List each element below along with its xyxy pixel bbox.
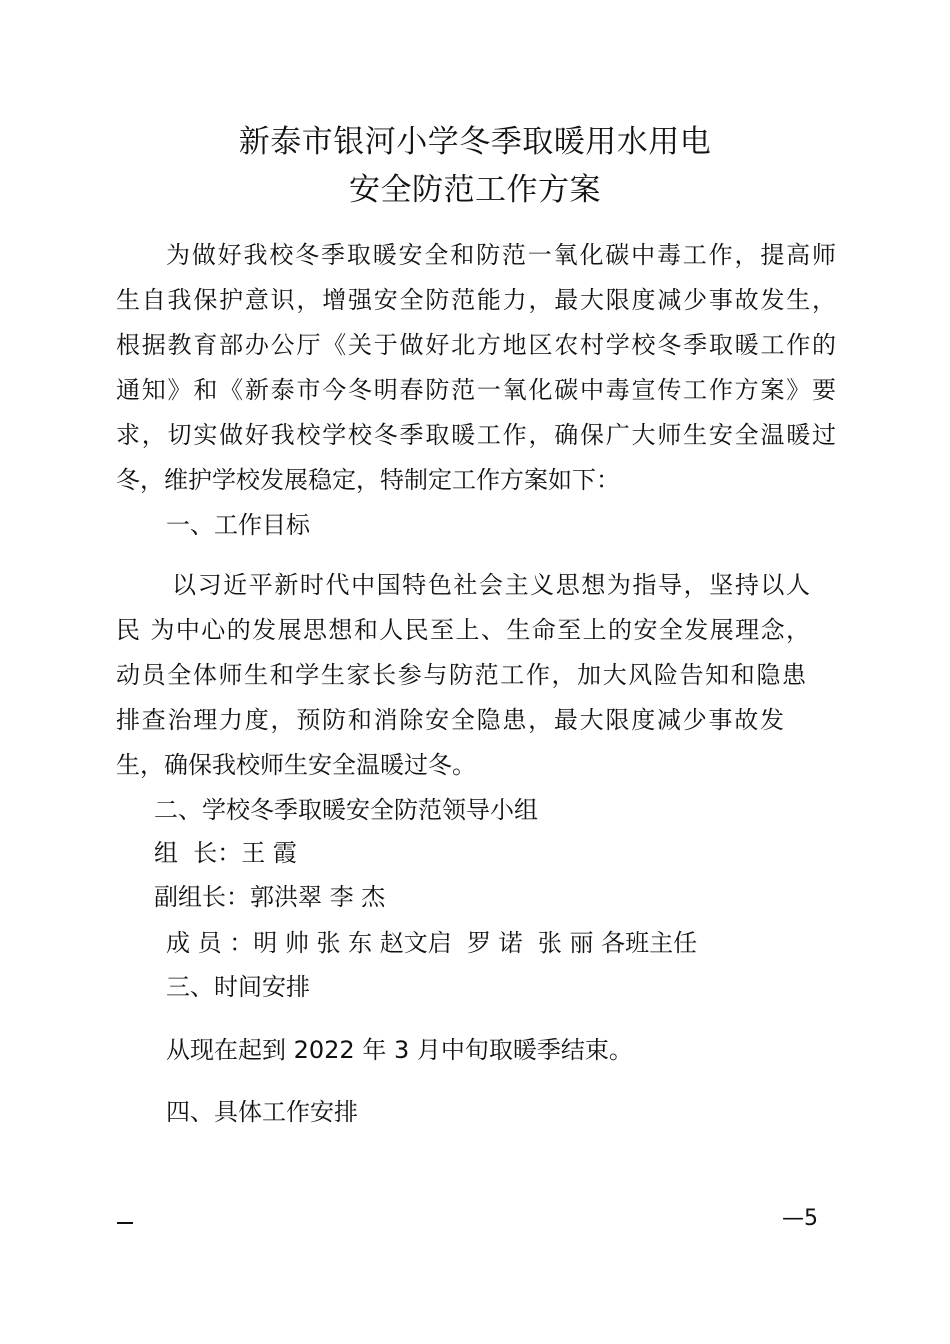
section4-heading: 四、具体工作安排 [166, 1098, 358, 1126]
section1-line: 动员全体师生和学生家长参与防范工作，加大风险告知和隐患 [116, 661, 806, 689]
document-title-line1: 新泰市银河小学冬季取暖用水用电 [238, 124, 712, 160]
section1-line: 生，确保我校师生安全温暖过冬。 [116, 751, 476, 779]
page-number: —5 [782, 1206, 818, 1231]
leader-line: 组 长：王 霞 [154, 839, 297, 867]
footer-dash [117, 1222, 133, 1224]
document-title-line2: 安全防范工作方案 [349, 172, 601, 208]
intro-line: 冬，维护学校发展稳定，特制定工作方案如下： [116, 466, 620, 494]
section3-heading: 三、时间安排 [166, 973, 310, 1001]
section2-heading: 二、学校冬季取暖安全防范领导小组 [154, 796, 538, 824]
section1-line: 民 为中心的发展思想和人民至上、生命至上的安全发展理念， [116, 616, 810, 644]
intro-line: 根据教育部办公厅《关于做好北方地区农村学校冬季取暖工作的 [116, 331, 836, 359]
section1-line: 以习近平新时代中国特色社会主义思想为指导，坚持以人 [172, 571, 810, 599]
deputy-line: 副组长：郭洪翠 李 杰 [154, 883, 386, 911]
section3-text: 从现在起到 2022 年 3 月中旬取暖季结束。 [166, 1036, 633, 1064]
section1-heading: 一、工作目标 [166, 511, 310, 539]
intro-line: 生自我保护意识，增强安全防范能力，最大限度减少事故发生， [116, 286, 836, 314]
section1-line: 排查治理力度，预防和消除安全隐患，最大限度减少事故发 [116, 706, 784, 734]
intro-line: 求，切实做好我校学校冬季取暖工作，确保广大师生安全温暖过 [116, 421, 836, 449]
members-line: 成 员 ：明 帅 张 东 赵文启 罗 诺 张 丽 各班主任 [166, 929, 698, 957]
intro-line: 为做好我校冬季取暖安全和防范一氧化碳中毒工作，提高师 [166, 241, 836, 269]
intro-line: 通知》和《新泰市今冬明春防范一氧化碳中毒宣传工作方案》要 [116, 376, 836, 404]
